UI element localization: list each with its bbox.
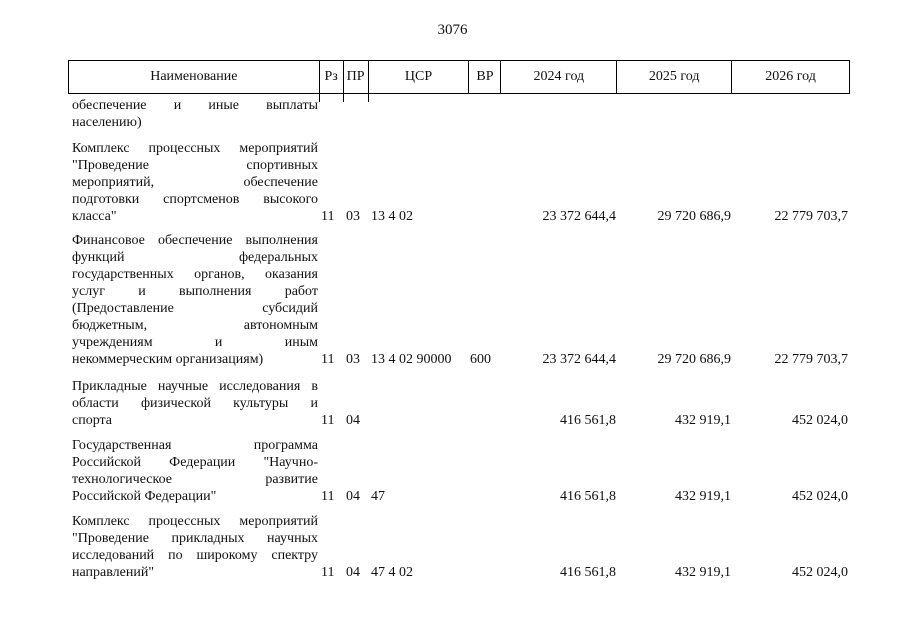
row-name-line: Российской Федерации" bbox=[72, 489, 217, 504]
row-rz: 11 bbox=[321, 209, 335, 224]
row-value-2024: 416 561,8 bbox=[560, 565, 616, 580]
row-name bbox=[72, 232, 318, 368]
row-name-line: технологическое развитие bbox=[72, 472, 318, 487]
row-name-line: (Предоставление субсидий bbox=[72, 301, 318, 316]
row-value-2025: 432 919,1 bbox=[675, 565, 731, 580]
row-name bbox=[72, 378, 318, 429]
row-vr: 600 bbox=[470, 352, 491, 367]
row-pr: 03 bbox=[346, 352, 360, 367]
row-name-line: обеспечение и иные выплаты bbox=[72, 98, 318, 113]
column-divider bbox=[343, 94, 344, 102]
row-name-line: спорта bbox=[72, 413, 113, 428]
row-value-2026: 22 779 703,7 bbox=[774, 209, 848, 224]
header-csr: ЦСР bbox=[369, 61, 470, 93]
row-value-2026: 22 779 703,7 bbox=[774, 352, 848, 367]
row-rz: 11 bbox=[321, 565, 335, 580]
row-name-line: некоммерческим организациям) bbox=[72, 352, 264, 367]
row-value-2025: 29 720 686,9 bbox=[657, 352, 731, 367]
header-2025: 2025 год bbox=[617, 61, 732, 93]
row-name-line: исследований по широкому спектру bbox=[72, 548, 318, 563]
header-2024: 2024 год bbox=[501, 61, 617, 93]
row-value-2025: 432 919,1 bbox=[675, 489, 731, 504]
header-pr: ПР bbox=[344, 61, 369, 93]
column-divider bbox=[368, 94, 369, 102]
row-name bbox=[72, 437, 318, 505]
row-name bbox=[72, 97, 318, 131]
row-name-line: мероприятий, обеспечение bbox=[72, 175, 318, 190]
row-value-2024: 23 372 644,4 bbox=[542, 352, 616, 367]
row-name-line: Финансовое обеспечение выполнения bbox=[72, 233, 318, 248]
row-value-2024: 416 561,8 bbox=[560, 413, 616, 428]
row-value-2024: 416 561,8 bbox=[560, 489, 616, 504]
row-rz: 11 bbox=[321, 352, 335, 367]
row-name-line: Прикладные научные исследования в bbox=[72, 379, 318, 394]
row-name-line: Комплекс процессных мероприятий bbox=[72, 514, 318, 529]
row-csr: 47 bbox=[371, 489, 385, 504]
row-value-2026: 452 024,0 bbox=[792, 565, 848, 580]
row-name bbox=[72, 513, 318, 581]
row-rz: 11 bbox=[321, 413, 335, 428]
column-divider bbox=[319, 94, 320, 102]
row-name-line: класса" bbox=[72, 209, 117, 224]
row-name-line: "Проведение прикладных научных bbox=[72, 531, 318, 546]
header-name: Наименование bbox=[69, 61, 320, 93]
row-value-2024: 23 372 644,4 bbox=[542, 209, 616, 224]
row-name-line: Российской Федерации "Научно- bbox=[72, 455, 318, 470]
row-name-line: направлений" bbox=[72, 565, 155, 580]
row-value-2025: 29 720 686,9 bbox=[657, 209, 731, 224]
row-value-2026: 452 024,0 bbox=[792, 413, 848, 428]
header-vr: ВР bbox=[469, 61, 501, 93]
row-pr: 04 bbox=[346, 565, 360, 580]
row-value-2026: 452 024,0 bbox=[792, 489, 848, 504]
table-header bbox=[68, 60, 850, 94]
row-csr: 13 4 02 bbox=[371, 209, 413, 224]
row-name-line: Комплекс процессных мероприятий bbox=[72, 141, 318, 156]
row-pr: 03 bbox=[346, 209, 360, 224]
row-pr: 04 bbox=[346, 413, 360, 428]
row-pr: 04 bbox=[346, 489, 360, 504]
row-value-2025: 432 919,1 bbox=[675, 413, 731, 428]
row-name-line: Государственная программа bbox=[72, 438, 318, 453]
row-rz: 11 bbox=[321, 489, 335, 504]
row-csr: 47 4 02 bbox=[371, 565, 413, 580]
row-name-line: учреждениям и иным bbox=[72, 335, 318, 350]
row-name-line: государственных органов, оказания bbox=[72, 267, 318, 282]
page-number: 3076 bbox=[437, 22, 468, 38]
header-2026: 2026 год bbox=[765, 69, 816, 84]
row-name-line: бюджетным, автономным bbox=[72, 318, 318, 333]
row-name bbox=[72, 140, 318, 225]
row-name-line: подготовки спортсменов высокого bbox=[72, 192, 318, 207]
row-name-line: "Проведение спортивных bbox=[72, 158, 318, 173]
row-name-line: населению) bbox=[72, 115, 142, 130]
row-name-line: функций федеральных bbox=[72, 250, 318, 265]
row-name-line: области физической культуры и bbox=[72, 396, 318, 411]
row-name-line: услуг и выполнения работ bbox=[72, 284, 318, 299]
header-rz: Рз bbox=[320, 61, 344, 93]
row-csr: 13 4 02 90000 bbox=[371, 352, 452, 367]
